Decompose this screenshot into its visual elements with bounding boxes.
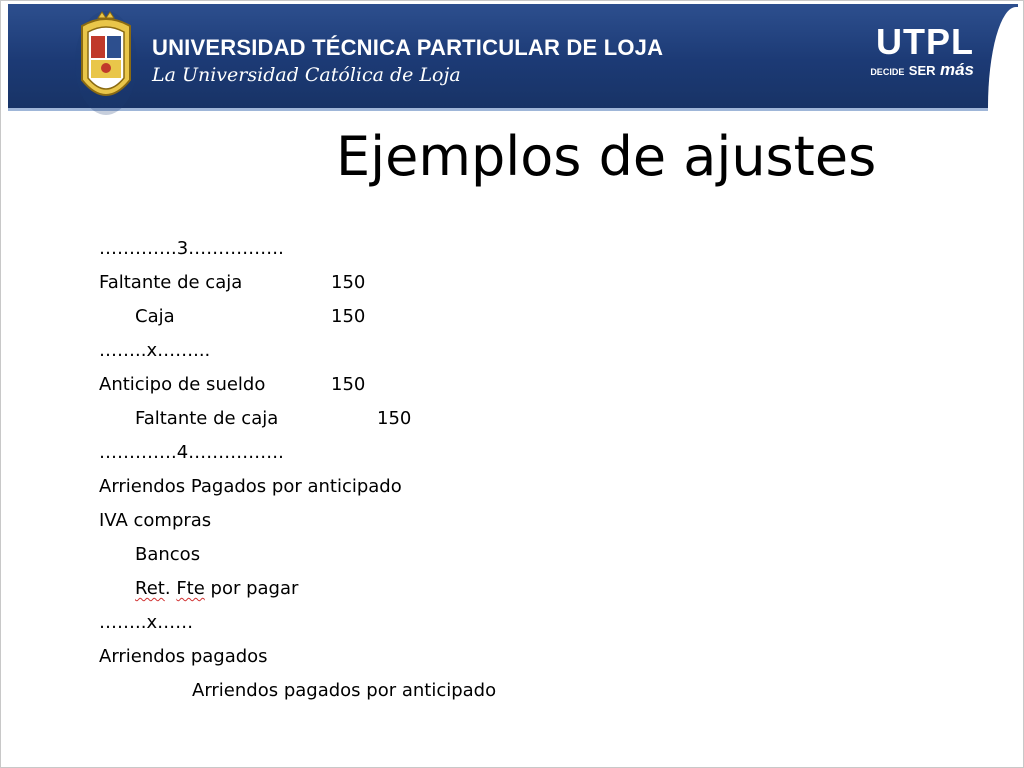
entry-row bbox=[99, 470, 979, 504]
account-label: Caja bbox=[135, 306, 175, 327]
separator-text: ……..x…… bbox=[99, 612, 194, 633]
ret-dot: . bbox=[164, 578, 171, 599]
slogan-part-1: DECIDE bbox=[870, 67, 905, 77]
slogan-part-2: SER bbox=[908, 63, 936, 78]
utpl-logo: UTPL bbox=[876, 21, 974, 62]
account-label: IVA compras bbox=[99, 510, 212, 531]
entry-separator-x bbox=[99, 606, 979, 640]
credit-amount: 150 bbox=[331, 306, 366, 327]
entry-row bbox=[99, 402, 979, 436]
separator-text: ………….3……………. bbox=[99, 238, 284, 259]
entry-separator-3 bbox=[99, 232, 979, 266]
university-tagline: La Universidad Católica de Loja bbox=[152, 64, 461, 86]
spellcheck-word-fte: Fte bbox=[176, 578, 205, 599]
separator-text: ………….4……………. bbox=[99, 442, 284, 463]
university-name: UNIVERSIDAD TÉCNICA PARTICULAR DE LOJA bbox=[152, 35, 664, 60]
slogan-part-3: más bbox=[939, 60, 974, 79]
utpl-slogan bbox=[870, 62, 974, 80]
account-label: Faltante de caja bbox=[99, 272, 243, 293]
journal-entries bbox=[99, 232, 979, 708]
entry-separator-x bbox=[99, 334, 979, 368]
account-label: Bancos bbox=[135, 544, 201, 565]
debit-amount: 150 bbox=[331, 272, 366, 293]
account-label-rest: por pagar bbox=[204, 578, 299, 599]
account-label: Arriendos Pagados por anticipado bbox=[99, 476, 402, 497]
account-label: Faltante de caja bbox=[135, 408, 279, 429]
account-label: Arriendos pagados bbox=[99, 646, 268, 667]
entry-row bbox=[99, 266, 979, 300]
university-crest-icon bbox=[74, 10, 138, 116]
entry-row bbox=[99, 368, 979, 402]
entry-row bbox=[99, 300, 979, 334]
separator-text: ……..x……... bbox=[99, 340, 211, 361]
entry-row bbox=[99, 572, 979, 606]
entry-row bbox=[99, 538, 979, 572]
spellcheck-word-ret: Ret bbox=[135, 578, 165, 599]
account-label: Arriendos pagados por anticipado bbox=[192, 680, 497, 701]
entry-row bbox=[99, 674, 979, 708]
entry-row bbox=[99, 640, 979, 674]
debit-amount: 150 bbox=[331, 374, 366, 395]
entry-separator-4 bbox=[99, 436, 979, 470]
slide-title: Ejemplos de ajustes bbox=[336, 125, 877, 188]
entry-row bbox=[99, 504, 979, 538]
credit-amount: 150 bbox=[377, 408, 412, 429]
account-label: Anticipo de sueldo bbox=[99, 374, 266, 395]
